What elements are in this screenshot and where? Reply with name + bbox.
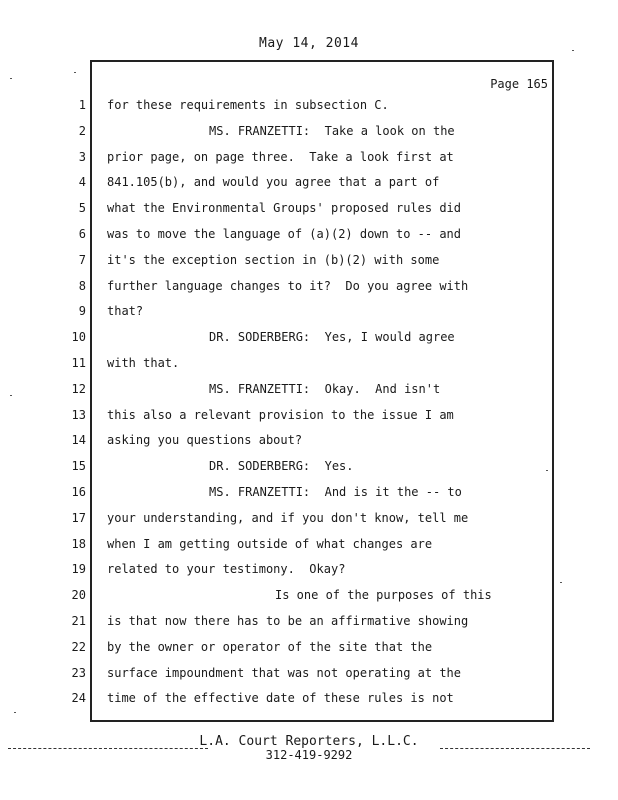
transcript-line: related to your testimony. Okay? [107,562,346,577]
line-number-column [58,95,86,714]
line-number: 23 [71,665,86,680]
transcript-line: MS. FRANZETTI: Okay. And isn't [209,381,441,396]
line-number: 3 [78,149,86,164]
line-number: 16 [71,484,86,499]
transcript-line: DR. SODERBERG: Yes, I would agree [209,330,455,345]
transcript-line: it's the exception section in (b)(2) with some [107,252,440,267]
transcript-line: MS. FRANZETTI: Take a look on the [209,123,455,138]
transcript-line: asking you questions about? [107,433,303,448]
transcript-line: MS. FRANZETTI: And is it the -- to [209,484,462,499]
transcript-line: what the Environmental Groups' proposed rules did [107,201,462,216]
scan-speck [14,712,16,713]
transcript-line: for these requirements in subsection C. [107,98,389,112]
line-number: 1 [78,98,86,112]
scan-speck [572,50,574,51]
scan-speck [546,470,548,471]
transcript-line: time of the effective date of these rules is not [107,691,454,706]
line-number: 19 [71,562,86,577]
line-number: 18 [71,536,86,551]
line-number: 14 [71,433,86,448]
transcript-line: further language changes to it? Do you agree with [107,278,469,293]
transcript-line: Is one of the purposes of this [275,588,492,603]
transcript-line: DR. SODERBERG: Yes. [209,459,354,474]
transcript-line: by the owner or operator of the site that the [107,639,433,654]
transcript-date: May 14, 2014 [259,36,359,51]
transcript-line: prior page, on page three. Take a look first at [107,149,454,164]
transcript-line: 841.105(b), and would you agree that a part of [107,175,440,190]
transcript-line: was to move the language of (a)(2) down to -- and [107,226,462,241]
line-number: 13 [71,407,86,422]
transcript-line: is that now there has to be an affirmative showing [107,613,469,628]
court-reporter-phone: 312-419-9292 [265,748,353,762]
line-number: 24 [71,691,86,706]
line-number: 20 [71,588,86,603]
line-number: 11 [71,355,86,370]
transcript-line: with that. [107,355,180,370]
line-number: 5 [78,201,86,216]
line-number: 21 [71,613,86,628]
line-number: 8 [78,278,86,293]
scan-speck [10,395,12,396]
line-number: 4 [78,175,86,190]
scan-speck [560,582,562,583]
line-number: 12 [71,381,86,396]
line-number: 22 [71,639,86,654]
line-number: 15 [71,459,86,474]
transcript-line: that? [107,304,144,319]
scan-speck [10,78,12,79]
scan-speck [74,72,76,73]
page-number: Page 165 [490,77,548,91]
line-number: 9 [78,304,86,319]
line-number: 2 [78,123,86,138]
transcript-line: when I am getting outside of what changes are [107,536,433,551]
line-number: 6 [78,226,86,241]
line-number: 10 [71,330,86,345]
line-number: 7 [78,252,86,267]
transcript-line: your understanding, and if you don't know, tell me [107,510,469,525]
transcript-line: surface impoundment that was not operating at the [107,665,462,680]
transcript-line: this also a relevant provision to the issue I am [107,407,454,422]
court-reporter-name: L.A. Court Reporters, L.L.C. [199,734,419,749]
transcript-text-column [107,95,547,714]
line-number: 17 [71,510,86,525]
